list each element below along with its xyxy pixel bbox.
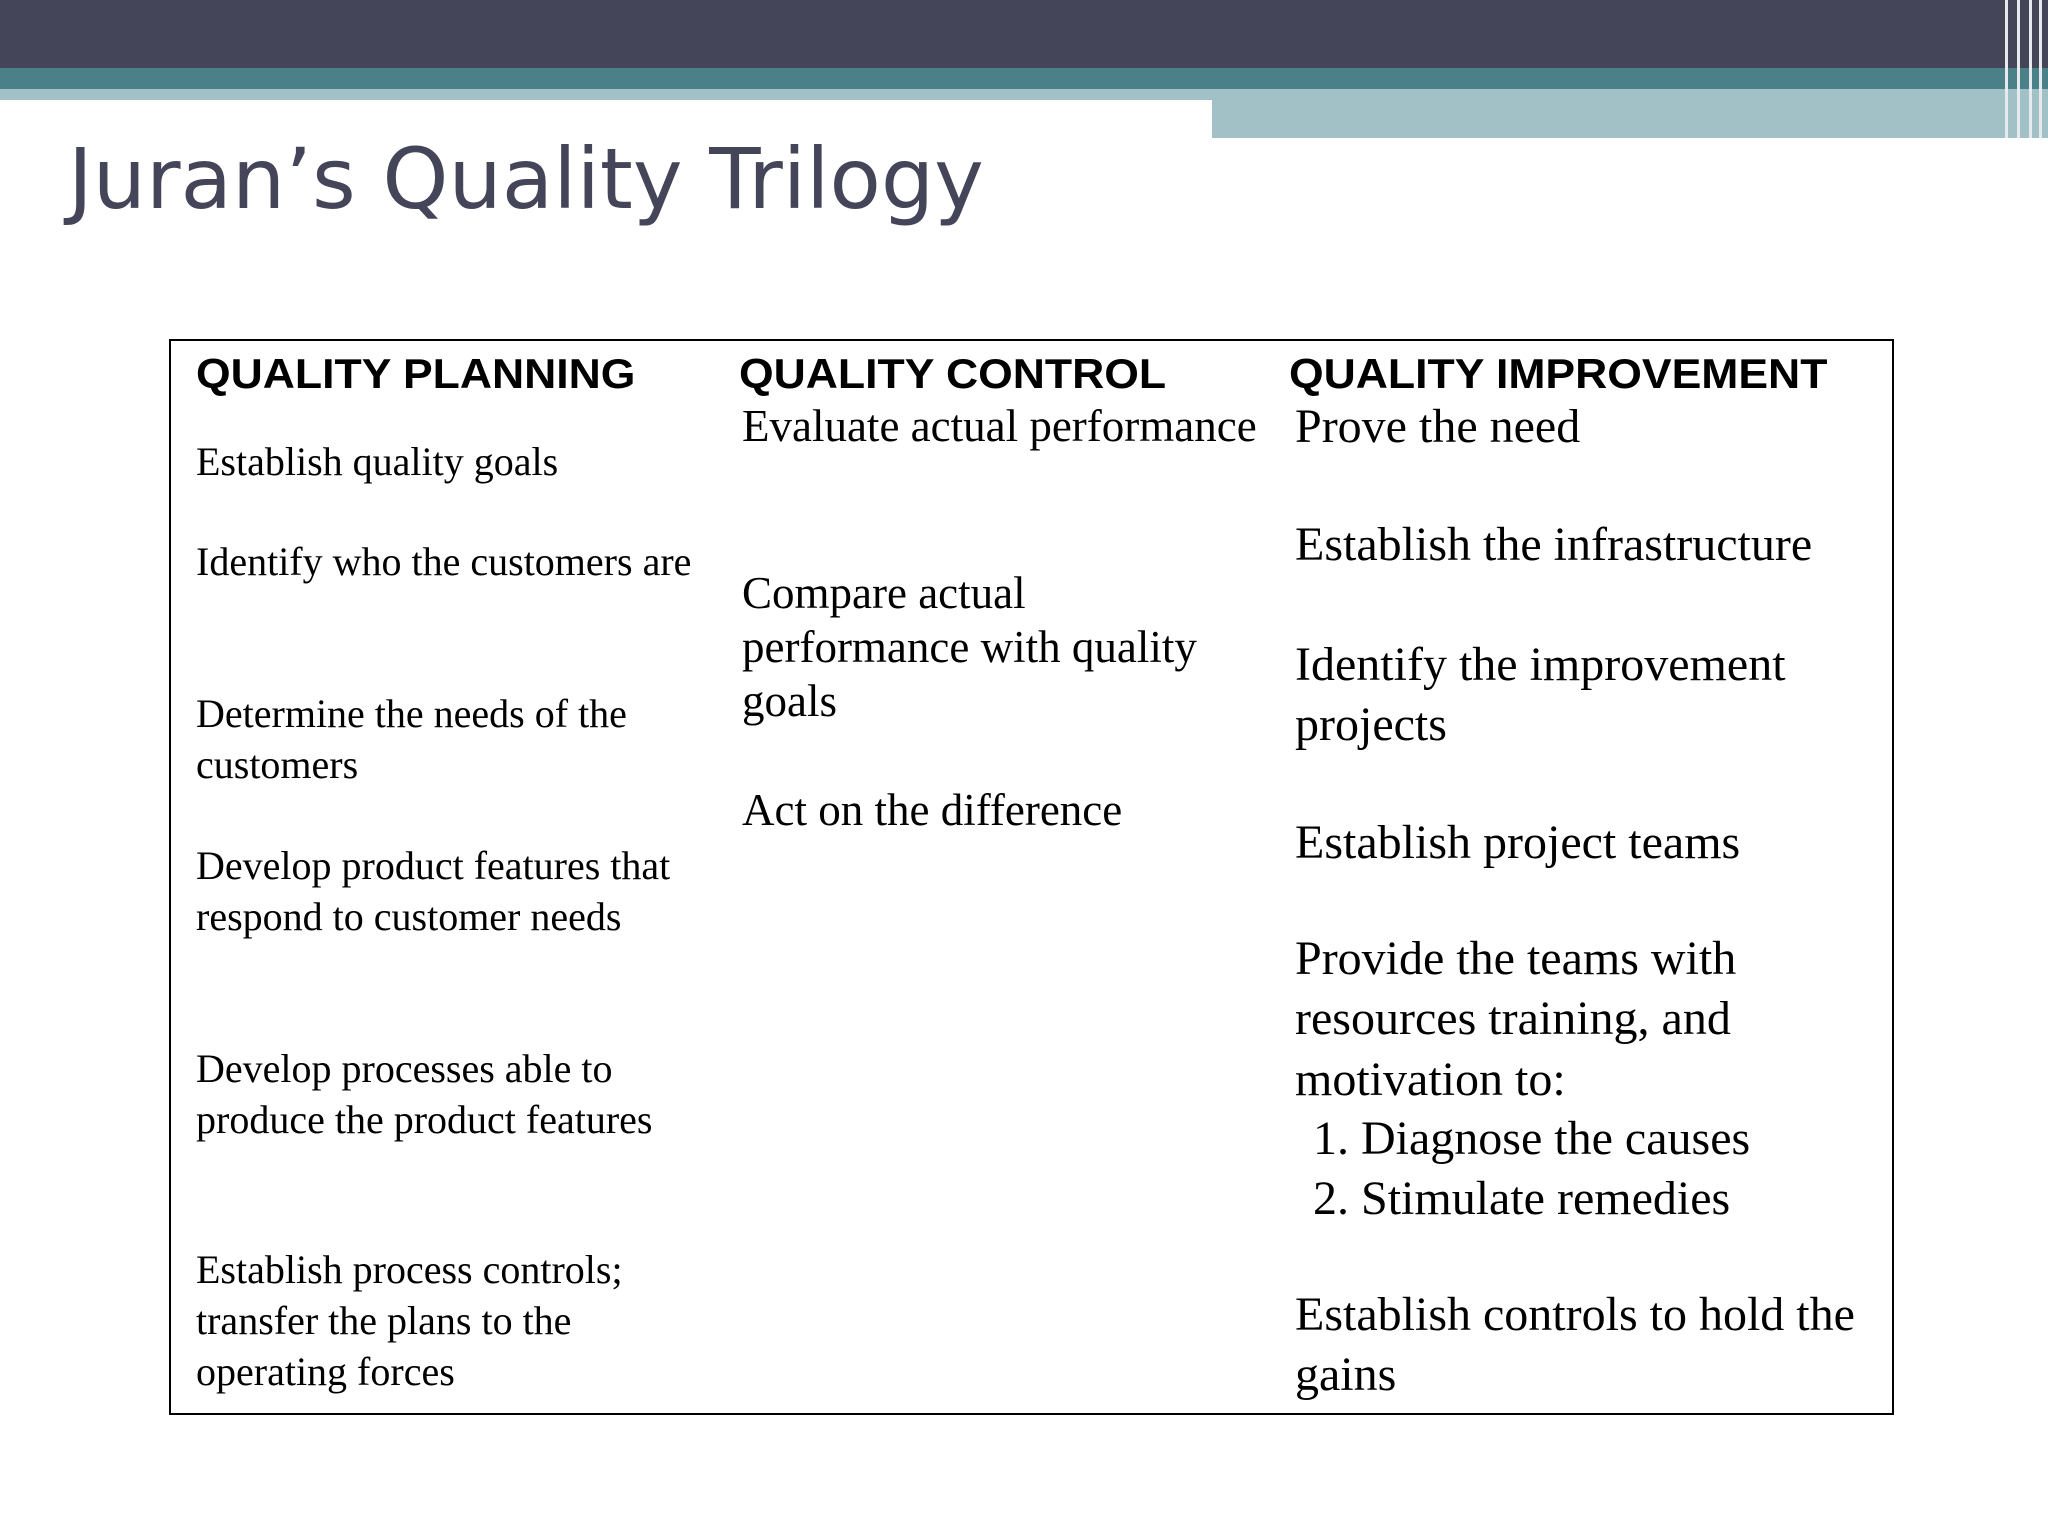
list-item: Identify who the customers are [196,539,692,584]
header-bar-dark [0,0,2048,68]
list-item: Establish quality goals [196,439,559,484]
list-item: Prove the need [1295,400,1581,453]
column-heading: QUALITY PLANNING [196,350,636,397]
list-item: Establish process controls; transfer the plans to the operating forces [196,1247,623,1394]
header-bar-teal [0,68,2048,89]
list-item: Establish the infrastructure [1295,518,1813,571]
column-heading: QUALITY IMPROVEMENT [1289,350,1828,397]
list-item: Act on the difference [742,785,1123,835]
list-item: Establish project teams [1295,816,1741,869]
list-item: Provide the teams with resources training, and motivation to: [1295,932,1737,1106]
list-subitem: 2. Stimulate remedies [1313,1172,1731,1225]
list-item: Determine the needs of the customers [196,691,627,787]
list-item: Develop processes able to produce the product features [196,1046,653,1142]
list-item: Identify the improvement projects [1295,638,1786,752]
list-item: Develop product features that respond to customer needs [196,843,671,939]
column-heading: QUALITY CONTROL [739,350,1167,397]
list-item: Establish controls to hold the gains [1295,1288,1855,1402]
slide-title: Juran’s Quality Trilogy [68,130,984,228]
list-subitem: 1. Diagnose the causes [1313,1112,1751,1165]
list-item: Compare actual performance with quality goals [742,568,1197,726]
header-edge-lines [1996,0,2048,138]
header-bar-light-left [0,89,1212,100]
header-bar-light-right [1212,89,2048,138]
list-item: Evaluate actual performance [742,401,1257,451]
trilogy-table [169,339,1894,1415]
